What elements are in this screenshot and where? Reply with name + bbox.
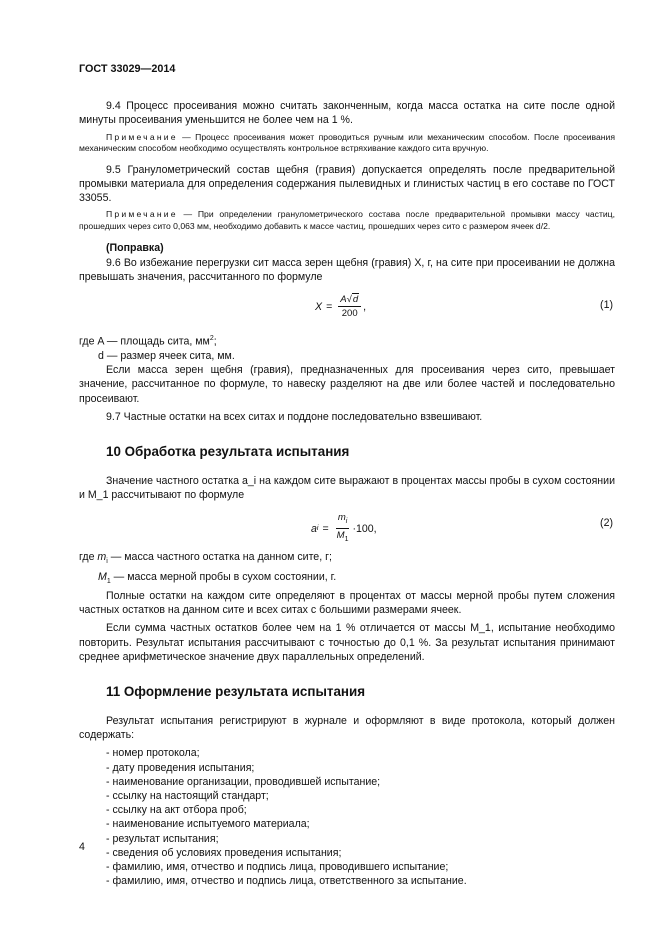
section-11-heading: 11 Оформление результата испытания — [106, 684, 366, 699]
formula-number: (1) — [600, 299, 613, 312]
para-10-2: Полные остатки на каждом сите определяют в процентах от массы мерной пробы путем сложения частных остатков на данном сите и всех ситах с большими размерами ячеек. — [79, 589, 615, 617]
formula-numerator — [338, 294, 361, 307]
def-m — [79, 550, 615, 569]
note-text: — Процесс просеивания может проводиться ручным или механическим способом. После просеивания механическим способом необходимо осуществлять контрольное встряхивание каждого сита вручную. — [79, 131, 615, 154]
note-text: — При определении гранулометрического состава после предварительной промывки массу частиц, прошедших через сито 0,063 мм, необходимо добавить к массе частиц, прошедших через сито с размером ячеек d/2. — [79, 209, 615, 231]
formula-2-expression — [311, 512, 377, 545]
para-9-6-cont: Если масса зерен щебня (гравия), предназначенных для просеивания через сито, превышает значение, рассчитанное по формуле, то навеску разделяют на две или более частей и последовательно просеивают. — [79, 364, 615, 405]
var-d: d — [352, 294, 359, 306]
formula-lhs: X — [315, 300, 323, 313]
list-item: - фамилию, имя, отчество и подпись лица, ответственного за испытание. — [106, 875, 467, 888]
def-a-sup: 2 — [209, 335, 214, 343]
doc-header: ГОСТ 33029—2014 — [79, 63, 176, 75]
var-m-sub: i — [345, 518, 348, 526]
page-number: 4 — [79, 841, 85, 853]
def-M-text: — масса мерной пробы в сухом состоянии, г. — [110, 570, 337, 583]
list-item: - номер протокола; — [106, 747, 200, 760]
formula-denominator: 200 — [341, 308, 358, 320]
formula-tail: ·100, — [352, 522, 377, 535]
def-M-sub: 1 — [106, 577, 111, 585]
var-a: A — [340, 294, 347, 306]
var-M-sub: 1 — [344, 536, 349, 544]
list-item: - наименование испытуемого материала; — [106, 818, 310, 831]
section-10-heading: 10 Обработка результата испытания — [106, 443, 350, 459]
var-m: m — [337, 512, 346, 524]
where-prefix: где — [79, 335, 98, 348]
para-9-5: 9.5 Гранулометрический состав щебня (гравия) допускается определять после предварительной промывки материала для определения содержания пылевидных и глинистых частиц в его составе по ГОСТ 33055. — [79, 163, 615, 205]
formula-lhs: a — [311, 522, 317, 535]
formula-1 — [79, 288, 615, 326]
para-9-6: 9.6 Во избежание перегрузки сит масса зерен щебня (гравия) X, г, на сите при просеивании не должна превышать значения, рассчитанного по формуле — [79, 256, 615, 283]
list-item: - наименование организации, проводившей испытание; — [106, 775, 381, 788]
formula-fraction — [335, 512, 351, 545]
sqrt-icon: √ — [346, 294, 352, 306]
note-9-4 — [79, 132, 615, 155]
def-d: d — размер ячеек сита, мм. — [98, 349, 235, 362]
formula-lhs-sub: i — [316, 524, 319, 532]
note-label: Примечание — [106, 131, 178, 142]
def-a-text: A — площадь сита, мм — [97, 335, 210, 348]
list-item: - результат испытания; — [106, 832, 219, 845]
para-11-1: Результат испытания регистрируют в журнале и оформляют в виде протокола, который должен содержать: — [79, 715, 615, 742]
def-M — [98, 570, 615, 589]
formula-denominator — [335, 529, 351, 545]
para-10-1: Значение частного остатка a_i на каждом сите выражают в процентах массы пробы в сухом состоянии и M_1 рассчитывают по формуле — [79, 474, 615, 502]
where-prefix: где — [79, 551, 98, 564]
para-9-4: 9.4 Процесс просеивания можно считать законченным, когда масса остатка на сите после одной минуты просеивания уменьшится не более чем на 1 %. — [79, 100, 615, 127]
list-item: - ссылку на настоящий стандарт; — [106, 790, 269, 803]
formula-eq: = — [322, 522, 329, 535]
note-9-5 — [79, 209, 615, 232]
formula-fraction — [338, 294, 361, 319]
note-label: Примечание — [106, 209, 178, 220]
formula-1-expression — [315, 294, 366, 319]
protocol-items-list — [79, 746, 615, 888]
formula-tail: , — [363, 300, 367, 313]
def-a — [79, 332, 615, 349]
def-a-end: ; — [213, 335, 217, 348]
def-m-sub: i — [106, 558, 108, 566]
para-10-3: Если сумма частных остатков более чем на 1 % отличается от массы M_1, испытание необходимо повторить. Результат испытания рассчитывают с точностью до 0,1 %. За результат испытания принимают среднее арифметическое значение двух параллельных определений. — [79, 622, 615, 663]
list-item: - сведения об условиях проведения испытания; — [106, 846, 342, 859]
para-9-7: 9.7 Частные остатки на всех ситах и поддоне последовательно взвешивают. — [106, 410, 483, 423]
formula-numerator — [336, 512, 349, 529]
list-item: - фамилию, имя, отчество и подпись лица, проводившего испытание; — [106, 861, 449, 874]
formula-number: (2) — [600, 517, 613, 530]
var-M: M — [336, 530, 345, 542]
def-m-text: — масса частного остатка на данном сите, г; — [107, 551, 332, 564]
list-item: - ссылку на акт отбора проб; — [106, 804, 247, 817]
amendment-label: (Поправка) — [106, 241, 164, 254]
formula-eq: = — [326, 300, 333, 313]
def-M-var: M — [98, 570, 107, 583]
formula-2 — [79, 506, 615, 544]
list-item: - дату проведения испытания; — [106, 761, 255, 774]
def-m-var: m — [97, 551, 107, 564]
